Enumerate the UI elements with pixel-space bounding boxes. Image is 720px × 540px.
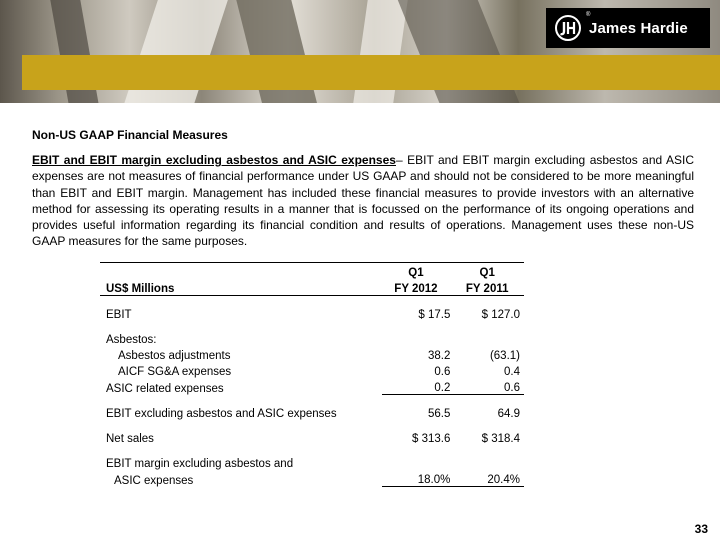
table-row: AICF SG&A expenses 0.6 0.4	[118, 366, 520, 378]
explanation-paragraph	[32, 152, 694, 250]
col1-period-top: Q1	[382, 263, 455, 280]
table-row: ASIC related expenses 0.2 0.6	[100, 378, 524, 395]
defined-term: EBIT and EBIT margin excluding asbestos and ASIC expenses	[32, 153, 396, 167]
section-heading: Non-US GAAP Financial Measures	[32, 128, 228, 142]
table-row: EBIT $ 17.5 $ 127.0	[106, 309, 520, 321]
jh-logo-icon	[555, 15, 581, 41]
col2-period-top: Q1	[454, 263, 524, 280]
gold-accent-bar	[22, 55, 720, 90]
registered-mark: ®	[586, 12, 591, 18]
james-hardie-logo	[546, 8, 710, 48]
table-row: Asbestos:	[106, 334, 157, 346]
financial-table	[100, 262, 524, 487]
brand-name: James Hardie	[589, 19, 688, 37]
table-header-row-top	[100, 263, 524, 280]
table-row: EBIT excluding asbestos and ASIC expenses 56.5 64.9	[106, 408, 520, 420]
page-number: 33	[694, 522, 708, 536]
col2-period-bottom: FY 2011	[454, 279, 524, 296]
table-row: ASIC expenses 18.0% 20.4%	[100, 470, 524, 487]
table-row: EBIT margin excluding asbestos and	[106, 458, 294, 470]
table-row: Asbestos adjustments 38.2 (63.1)	[118, 350, 520, 362]
table-header-row-bottom	[100, 279, 524, 296]
units-label: US$ Millions	[100, 279, 382, 296]
table-row: Net sales $ 313.6 $ 318.4	[106, 433, 520, 445]
paragraph-text: – EBIT and EBIT margin excluding asbestos and ASIC expenses are not measures of financial performance under US GAAP and should not be considered to be more meaningful than EBIT and EBIT margin. Management has included these financial measures to provide investors with an alternative method for assessing its operating results in a manner that is focussed on the performance of its ongoing operations and provides useful information regarding its financial condition and results of operations. Management uses these non-US GAAP measures for the same purposes.	[32, 153, 694, 249]
col1-period-bottom: FY 2012	[382, 279, 455, 296]
